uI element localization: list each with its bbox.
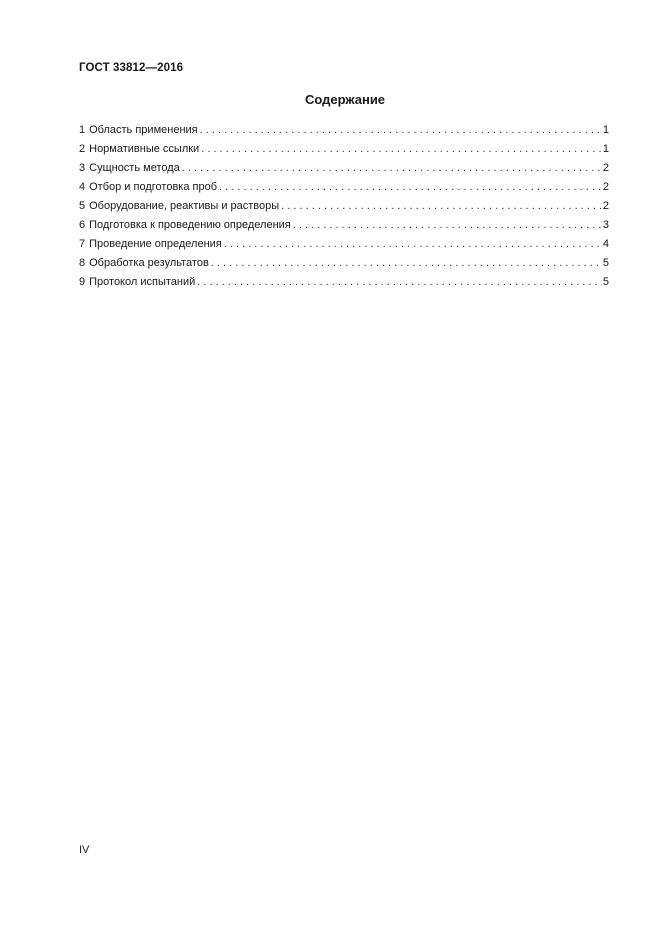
toc-item-number: 9	[79, 276, 86, 288]
toc-item-page: 4	[602, 238, 609, 250]
toc-item[interactable]	[79, 199, 609, 218]
toc-item-label: Подготовка к проведению определения	[89, 219, 291, 231]
toc-item-page: 5	[602, 276, 609, 288]
dot-leader	[219, 180, 602, 194]
dot-leader	[224, 237, 602, 251]
dot-leader	[293, 218, 602, 232]
toc-item[interactable]	[79, 256, 609, 275]
toc-item-page: 2	[602, 181, 609, 193]
toc-item-number: 2	[79, 143, 86, 155]
dot-leader	[200, 123, 602, 137]
toc-item-label: Область применения	[89, 124, 198, 136]
toc-title: Содержание	[304, 92, 386, 107]
toc-item[interactable]	[79, 123, 609, 142]
table-of-contents	[79, 123, 609, 294]
dot-leader	[201, 142, 602, 156]
toc-item-label: Протокол испытаний	[89, 276, 196, 288]
toc-item-label: Оборудование, реактивы и растворы	[89, 200, 280, 212]
toc-item[interactable]	[79, 180, 609, 199]
dot-leader	[182, 161, 602, 175]
toc-item-number: 3	[79, 162, 86, 174]
toc-item-page: 5	[602, 257, 609, 269]
toc-item[interactable]	[79, 142, 609, 161]
toc-item[interactable]	[79, 237, 609, 256]
toc-item-number: 4	[79, 181, 86, 193]
toc-item[interactable]	[79, 218, 609, 237]
toc-item-number: 5	[79, 200, 86, 212]
toc-item-number: 1	[79, 124, 86, 136]
toc-item-number: 6	[79, 219, 86, 231]
toc-item-page: 2	[602, 162, 609, 174]
document-header: ГОСТ 33812—2016	[79, 62, 184, 74]
toc-item-number: 8	[79, 257, 86, 269]
toc-item-label: Обработка результатов	[89, 257, 209, 269]
toc-item-page: 1	[602, 143, 609, 155]
dot-leader	[281, 199, 602, 213]
toc-item-page: 3	[602, 219, 609, 231]
toc-item[interactable]	[79, 161, 609, 180]
toc-item-page: 2	[602, 200, 609, 212]
dot-leader	[197, 275, 602, 289]
toc-item-label: Отбор и подготовка проб	[89, 181, 218, 193]
toc-item-label: Сущность метода	[89, 162, 180, 174]
toc-item-label: Нормативные ссылки	[89, 143, 200, 155]
toc-item-number: 7	[79, 238, 86, 250]
toc-item-page: 1	[602, 124, 609, 136]
page-number: IV	[79, 844, 90, 856]
toc-item-label: Проведение определения	[89, 238, 222, 250]
dot-leader	[211, 256, 602, 270]
toc-item[interactable]	[79, 275, 609, 294]
